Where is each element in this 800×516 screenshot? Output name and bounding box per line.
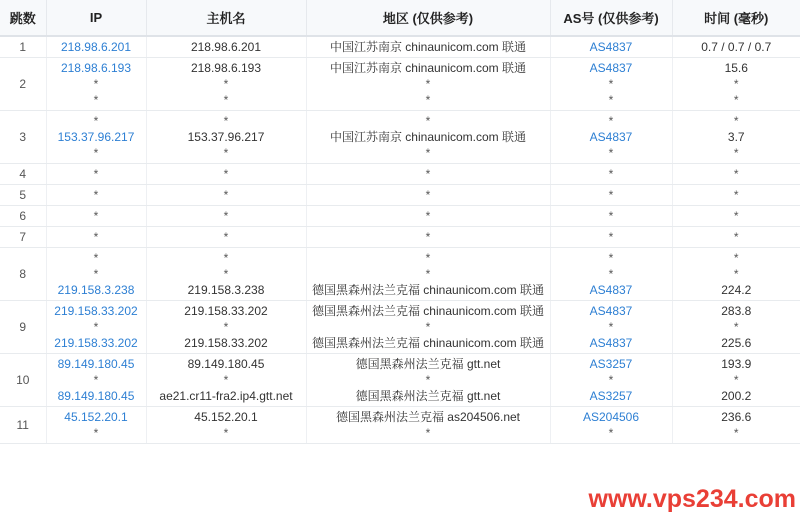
latency-cell [672,111,800,164]
latency-timeout: * [733,77,739,91]
as-number-cell [550,185,672,206]
as-number-timeout: * [608,188,614,202]
table-row [0,248,800,301]
as-number-value[interactable]: AS4837 [589,336,633,350]
ip-address-timeout: * [93,267,99,281]
hostname-lines [151,208,302,224]
ip-address-value[interactable]: 218.98.6.201 [60,40,132,54]
latency-value: 200.2 [721,389,752,403]
latency-cell [672,185,800,206]
hostname-lines [151,356,302,404]
column-header-ip: IP [46,0,146,36]
table-body [0,36,800,444]
latency-timeout: * [733,320,739,334]
latency-timeout: * [733,267,739,281]
hostname-timeout: * [223,267,229,281]
table-row [0,301,800,354]
ip-address-value[interactable]: 219.158.33.202 [54,336,138,350]
ip-address-cell [46,354,146,407]
hostname-timeout: * [223,320,229,334]
column-header-hostname: 主机名 [146,0,306,36]
as-number-lines [555,60,668,108]
table-row [0,206,800,227]
region-cell [306,164,550,185]
latency-value: 15.6 [724,61,748,75]
hop-number [0,36,46,58]
ip-address-timeout: * [93,373,99,387]
ip-address-lines [51,303,142,351]
latency-value: 0.7 / 0.7 / 0.7 [701,40,772,54]
as-number-timeout: * [608,93,614,107]
as-number-value[interactable]: AS4837 [589,283,633,297]
hostname-timeout: * [223,209,229,223]
region-lines [311,409,546,441]
region-timeout: * [425,93,431,107]
hostname-cell [146,36,306,58]
region-lines [311,303,546,351]
table-row [0,36,800,58]
ip-address-value[interactable]: 89.149.180.45 [57,389,135,403]
latency-lines [677,113,797,161]
hostname-cell [146,227,306,248]
table-header-row [0,0,800,36]
hostname-cell [146,248,306,301]
ip-address-value[interactable]: 153.37.96.217 [57,130,135,144]
as-number-timeout: * [608,114,614,128]
hostname-timeout: * [223,251,229,265]
hop-number-value: 8 [19,267,27,281]
region-value: 德国黑森州法兰克福 chinaunicom.com 联通 [311,283,545,297]
region-timeout: * [425,373,431,387]
as-number-cell [550,407,672,444]
hostname-value: 218.98.6.201 [190,40,262,54]
hop-number-value: 2 [19,77,27,91]
hostname-value: 219.158.33.202 [184,336,268,350]
region-timeout: * [425,77,431,91]
hostname-cell [146,58,306,111]
hop-number [0,58,46,111]
ip-address-cell [46,407,146,444]
hop-number [0,185,46,206]
ip-address-lines [51,356,142,404]
region-lines [311,113,546,161]
latency-value: 225.6 [721,336,752,350]
latency-cell [672,58,800,111]
latency-lines [677,356,797,404]
ip-address-cell [46,58,146,111]
region-timeout: * [425,167,431,181]
hop-number-value: 10 [16,373,30,387]
hop-number [0,248,46,301]
ip-address-cell [46,185,146,206]
hostname-cell [146,206,306,227]
as-number-lines [555,409,668,441]
latency-lines [677,250,797,298]
ip-address-timeout: * [93,146,99,160]
table-row [0,164,800,185]
ip-address-value[interactable]: 219.158.3.238 [57,283,135,297]
region-cell [306,185,550,206]
ip-address-lines [51,187,142,203]
ip-address-timeout: * [93,114,99,128]
ip-address-lines [51,113,142,161]
hostname-value: ae21.cr11-fra2.ip4.gtt.net [159,389,293,403]
column-header-region: 地区 (仅供参考) [306,0,550,36]
region-timeout: * [425,146,431,160]
hostname-lines [151,60,302,108]
ip-address-value[interactable]: 45.152.20.1 [64,410,128,424]
as-number-timeout: * [608,267,614,281]
region-cell [306,354,550,407]
hostname-value: 45.152.20.1 [194,410,258,424]
hop-number [0,354,46,407]
hop-number-value: 1 [19,40,27,54]
ip-address-lines [51,166,142,182]
ip-address-lines [51,250,142,298]
latency-value: 193.9 [721,357,752,371]
as-number-value[interactable]: AS4837 [589,61,633,75]
hostname-cell [146,407,306,444]
as-number-cell [550,248,672,301]
hostname-value: 89.149.180.45 [187,357,265,371]
hop-number-value: 6 [19,209,27,223]
region-lines [311,39,546,55]
as-number-cell [550,111,672,164]
as-number-lines [555,39,668,55]
as-number-cell [550,36,672,58]
hop-number [0,164,46,185]
latency-value: 3.7 [727,130,745,144]
as-number-timeout: * [608,77,614,91]
hop-number-value: 4 [19,167,27,181]
region-timeout: * [425,426,431,440]
as-number-lines [555,229,668,245]
latency-lines [677,39,797,55]
ip-address-timeout: * [93,209,99,223]
as-number-cell [550,354,672,407]
table-row [0,354,800,407]
region-value: 德国黑森州法兰克福 chinaunicom.com 联通 [311,304,545,318]
ip-address-lines [51,208,142,224]
region-timeout: * [425,320,431,334]
region-value: 德国黑森州法兰克福 gtt.net [355,389,501,403]
as-number-lines [555,250,668,298]
hostname-timeout: * [223,426,229,440]
ip-address-lines [51,60,142,108]
region-value: 德国黑森州法兰克福 chinaunicom.com 联通 [311,336,545,350]
column-header-time: 时间 (毫秒) [672,0,800,36]
ip-address-cell [46,248,146,301]
region-value: 中国江苏南京 chinaunicom.com 联通 [329,40,527,54]
ip-address-cell [46,206,146,227]
as-number-cell [550,227,672,248]
hostname-value: 219.158.3.238 [187,283,265,297]
table-row [0,407,800,444]
hop-number-value: 11 [16,418,29,432]
region-timeout: * [425,230,431,244]
ip-address-cell [46,227,146,248]
as-number-timeout: * [608,426,614,440]
latency-lines [677,229,797,245]
ip-address-value[interactable]: 219.158.33.202 [54,304,138,318]
hop-number [0,301,46,354]
region-lines [311,250,546,298]
as-number-value[interactable]: AS4837 [589,130,633,144]
table-row [0,185,800,206]
ip-address-timeout: * [93,77,99,91]
ip-address-timeout: * [93,320,99,334]
latency-lines [677,208,797,224]
as-number-timeout: * [608,167,614,181]
table-row [0,227,800,248]
ip-address-lines [51,229,142,245]
latency-cell [672,36,800,58]
hop-number-value: 9 [19,320,27,334]
as-number-cell [550,301,672,354]
region-lines [311,187,546,203]
region-lines [311,166,546,182]
ip-address-timeout: * [93,230,99,244]
ip-address-timeout: * [93,426,99,440]
table-row [0,111,800,164]
hostname-lines [151,229,302,245]
hostname-timeout: * [223,167,229,181]
hostname-cell [146,111,306,164]
latency-cell [672,301,800,354]
latency-cell [672,407,800,444]
ip-address-timeout: * [93,93,99,107]
hostname-lines [151,409,302,441]
hop-number-value: 5 [19,188,27,202]
region-cell [306,111,550,164]
latency-timeout: * [733,251,739,265]
latency-value: 224.2 [721,283,752,297]
hostname-lines [151,250,302,298]
latency-timeout: * [733,146,739,160]
hostname-timeout: * [223,373,229,387]
as-number-value[interactable]: AS204506 [582,410,640,424]
hostname-lines [151,187,302,203]
latency-timeout: * [733,188,739,202]
hostname-lines [151,39,302,55]
latency-value: 236.6 [721,410,752,424]
as-number-value[interactable]: AS3257 [589,389,633,403]
region-timeout: * [425,267,431,281]
latency-cell [672,248,800,301]
region-timeout: * [425,114,431,128]
ip-address-value[interactable]: 218.98.6.193 [60,61,132,75]
site-watermark: www.vps234.com [588,485,796,513]
latency-timeout: * [733,373,739,387]
region-timeout: * [425,209,431,223]
ip-address-cell [46,301,146,354]
latency-cell [672,164,800,185]
ip-address-lines [51,409,142,441]
hostname-value: 153.37.96.217 [187,130,265,144]
hostname-timeout: * [223,146,229,160]
hostname-cell [146,301,306,354]
hostname-value: 218.98.6.193 [190,61,262,75]
region-value: 中国江苏南京 chinaunicom.com 联通 [329,61,527,75]
as-number-lines [555,356,668,404]
as-number-cell [550,58,672,111]
hostname-cell [146,185,306,206]
latency-lines [677,166,797,182]
as-number-cell [550,206,672,227]
as-number-timeout: * [608,230,614,244]
hostname-timeout: * [223,188,229,202]
latency-lines [677,409,797,441]
latency-timeout: * [733,167,739,181]
ip-address-cell [46,164,146,185]
hop-number-value: 3 [19,130,27,144]
latency-timeout: * [733,114,739,128]
as-number-lines [555,303,668,351]
region-cell [306,248,550,301]
as-number-cell [550,164,672,185]
hostname-cell [146,354,306,407]
hop-number [0,206,46,227]
table-row [0,58,800,111]
hostname-value: 219.158.33.202 [184,304,268,318]
column-header-hop: 跳数 [0,0,46,36]
hostname-timeout: * [223,114,229,128]
ip-address-timeout: * [93,188,99,202]
region-cell [306,206,550,227]
region-lines [311,356,546,404]
hop-number [0,407,46,444]
ip-address-value[interactable]: 89.149.180.45 [57,357,135,371]
latency-lines [677,60,797,108]
latency-cell [672,227,800,248]
latency-lines [677,303,797,351]
region-lines [311,60,546,108]
region-value: 德国黑森州法兰克福 as204506.net [335,410,521,424]
hostname-timeout: * [223,93,229,107]
region-cell [306,407,550,444]
ip-address-cell [46,36,146,58]
hostname-timeout: * [223,77,229,91]
region-timeout: * [425,188,431,202]
region-lines [311,229,546,245]
hop-number [0,111,46,164]
hop-number-value: 7 [19,230,27,244]
latency-timeout: * [733,426,739,440]
ip-address-lines [51,39,142,55]
as-number-value[interactable]: AS4837 [589,40,633,54]
as-number-lines [555,187,668,203]
as-number-lines [555,166,668,182]
latency-timeout: * [733,209,739,223]
as-number-timeout: * [608,146,614,160]
table-header [0,0,800,36]
hop-number [0,227,46,248]
latency-timeout: * [733,230,739,244]
region-cell [306,58,550,111]
region-cell [306,227,550,248]
latency-value: 283.8 [721,304,752,318]
region-value: 德国黑森州法兰克福 gtt.net [355,357,501,371]
as-number-timeout: * [608,373,614,387]
region-value: 中国江苏南京 chinaunicom.com 联通 [329,130,527,144]
region-timeout: * [425,251,431,265]
as-number-timeout: * [608,251,614,265]
as-number-lines [555,113,668,161]
latency-timeout: * [733,93,739,107]
ip-address-timeout: * [93,251,99,265]
ip-address-cell [46,111,146,164]
as-number-lines [555,208,668,224]
as-number-value[interactable]: AS3257 [589,357,633,371]
as-number-value[interactable]: AS4837 [589,304,633,318]
region-cell [306,301,550,354]
hostname-cell [146,164,306,185]
hostname-lines [151,303,302,351]
region-cell [306,36,550,58]
latency-cell [672,206,800,227]
latency-cell [672,354,800,407]
ip-address-timeout: * [93,167,99,181]
region-lines [311,208,546,224]
column-header-asn: AS号 (仅供参考) [550,0,672,36]
as-number-timeout: * [608,209,614,223]
hostname-timeout: * [223,230,229,244]
as-number-timeout: * [608,320,614,334]
latency-lines [677,187,797,203]
hostname-lines [151,113,302,161]
hostname-lines [151,166,302,182]
